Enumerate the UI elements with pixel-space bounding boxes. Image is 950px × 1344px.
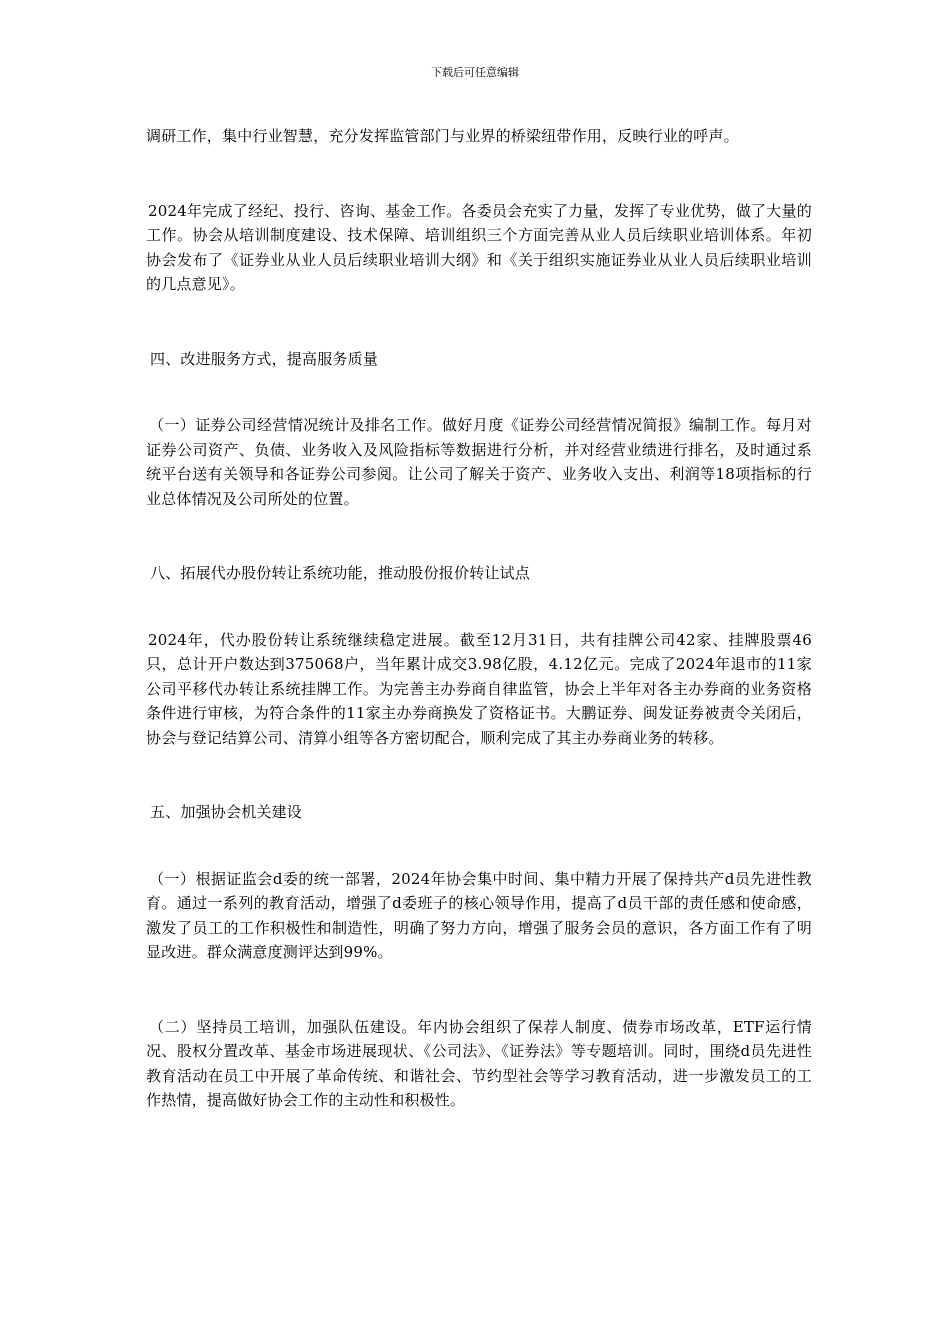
paragraph-staff-training: （二）坚持员工培训，加强队伍建设。年内协会组织了保荐人制度、债券市场改革，ETF运行情况、股权分置改革、基金市场进展现状、《公司法》、《证券法》等专题培训。同时，围绕d员先进性教育活动在员工中开展了革命传统、和谐社会、节约型社会等学习教育活动，进一步激发员工的工作热情，提高做好协会工作的主动性和积极性。 xyxy=(146,1017,812,1109)
section-heading-4: 四、改进服务方式，提高服务质量 xyxy=(150,349,379,368)
paragraph-research-work: 调研工作，集中行业智慧，充分发挥监管部门与业界的桥梁纽带作用，反映行业的呼声。 xyxy=(146,127,739,145)
paragraph-share-transfer-system: 2024年，代办股份转让系统继续稳定进展。截至12月31日，共有挂牌公司42家、挂牌股票46只，总计开户数达到375068户，当年累计成交3.98亿股，4.12亿元。完成了2024年退市的11家公司平移代办转让系统挂牌工作。为完善主办券商自律监管，协会上半年对各主办券商的业务资格条件进行审核，为符合条件的11家主办券商换发了资格证书。大鹏证券、闽发证券被责令关闭后，协会与登记结算公司、清算小组等各方密切配合，顺利完成了其主办券商业务的转移。 xyxy=(146,630,812,747)
paragraph-securities-statistics: （一）证券公司经营情况统计及排名工作。做好月度《证券公司经营情况简报》编制工作。每月对证券公司资产、负债、业务收入及风险指标等数据进行分析，并对经营业绩进行排名，及时通过系统平台送有关领导和各证券公司参阅。让公司了解关于资产、业务收入支出、利润等18项指标的行业总体情况及公司所处的位置。 xyxy=(146,416,812,508)
paragraph-committees-training: 2024年完成了经纪、投行、咨询、基金工作。各委员会充实了力量，发挥了专业优势，做了大量的工作。协会从培训制度建设、技术保障、培训组织三个方面完善从业人员后续职业培训体系。年初协会发布了《证券业从业人员后续职业培训大纲》和《关于组织实施证券业从业人员后续职业培训的几点意见》。 xyxy=(146,201,812,293)
document-body xyxy=(146,124,812,1113)
paragraph-education-activities: （一）根据证监会d委的统一部署，2024年协会集中时间、集中精力开展了保持共产d员先进性教育。通过一系列的教育活动，增强了d委班子的核心领导作用，提高了d员干部的责任感和使命感，激发了员工的工作积极性和制造性，明确了努力方向，增强了服务会员的意识，各方面工作有了明显改进。群众满意度测评达到99%。 xyxy=(146,869,812,961)
page-header-note: 下载后可任意编辑 xyxy=(431,66,519,79)
section-heading-5: 五、加强协会机关建设 xyxy=(150,803,303,821)
section-heading-8: 八、拓展代办股份转让系统功能，推动股份报价转让试点 xyxy=(150,564,531,582)
